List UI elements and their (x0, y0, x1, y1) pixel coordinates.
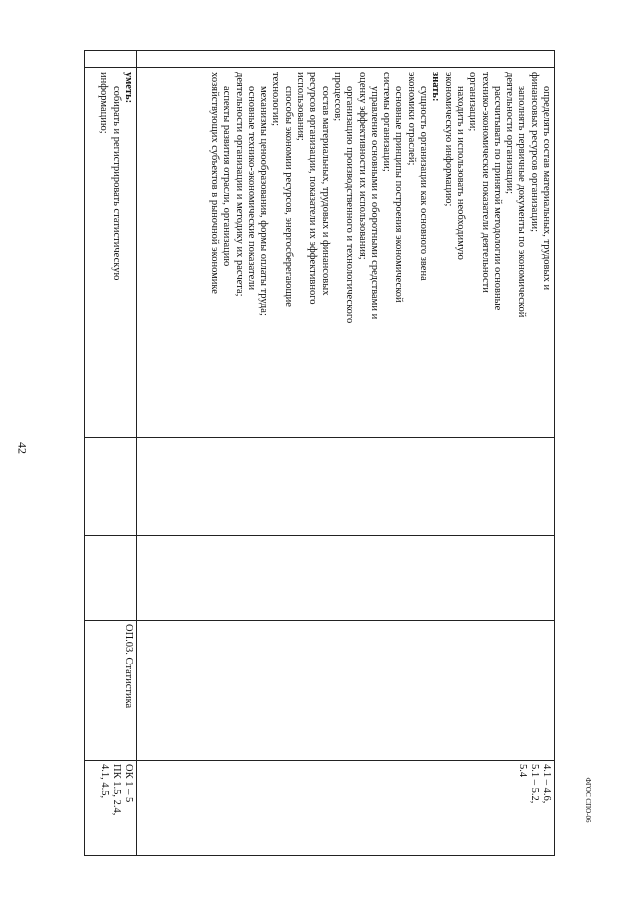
text-line: использования; (295, 72, 307, 141)
text-line: хозяйствующих субъектов в рыночной экономике (208, 72, 220, 294)
hours-max-cell (137, 438, 555, 536)
text-line: сущность организации как основного звена (418, 86, 430, 281)
text-line: уметь: (123, 72, 134, 104)
text-line: ресурсов организации, показатели их эффективного (307, 72, 319, 305)
text-line: аспекты развития отрасли, организацию (221, 86, 233, 267)
hours-class-cell (137, 536, 555, 621)
text-line: информацию; (98, 72, 110, 134)
competency-code: ПК 1.5, 2.4, (111, 764, 122, 816)
competency-code: 4.1 – 4.6, (541, 764, 552, 804)
text-line: деятельности организации; (504, 72, 516, 195)
text-line: оценку эффективности их использования; (356, 72, 368, 260)
requirements-text (206, 68, 554, 437)
requirements-cell (85, 68, 137, 438)
index-cell (85, 51, 137, 68)
text-line: состав материальных, трудовых и финансовых (319, 86, 331, 296)
competency-code: ОК 1 – 5 (123, 764, 134, 803)
text-line: рассчитывать по принятой методологии основные (491, 86, 503, 311)
discipline-cell (137, 621, 555, 761)
requirements-cell (137, 68, 555, 438)
competency-code: 4.1, 4.5, (99, 764, 110, 799)
text-line: процессов; (331, 72, 343, 122)
text-line: определять состав материальных, трудовых и (541, 86, 552, 291)
hours-class-cell (85, 536, 137, 621)
footer-standard-code: ФГОС СПО-06 (584, 777, 592, 823)
text-line: способы экономии ресурсов, энергосберегающие (282, 86, 294, 307)
text-line: организации; (467, 72, 479, 132)
text-line: заполнять первичные документы по экономической (516, 86, 528, 318)
requirements-text (95, 68, 136, 437)
discipline-name: ОП.03. Статистика (123, 624, 134, 709)
table-row (137, 51, 555, 856)
text-line: экономическую информацию; (442, 72, 454, 207)
competency-code: 5.1 – 5.2, (529, 764, 540, 804)
text-line: собирать и регистрировать статистическую (110, 86, 122, 281)
text-line: управление основными и оборотными средствами и (368, 86, 380, 320)
competencies-list (96, 761, 136, 855)
curriculum-table (84, 50, 555, 856)
text-line: основные принципы построения экономической (393, 86, 405, 303)
text-line: механизмы ценообразования, формы оплаты труда; (258, 86, 270, 316)
text-line: основные технико-экономические показатели (245, 86, 257, 291)
text-line: деятельности организации и методику их расчета; (233, 72, 245, 297)
text-line: системы организации; (381, 72, 393, 172)
text-line: технологии; (270, 72, 282, 127)
page-number: 42 (15, 442, 30, 454)
hours-max-cell (85, 438, 137, 536)
text-line: экономики отраслей; (405, 72, 417, 166)
index-cell (137, 51, 555, 68)
text-line: знать: (430, 72, 442, 102)
table-row (85, 51, 137, 856)
text-line: финансовых ресурсов организации; (528, 72, 540, 233)
competency-code: 5.4 (517, 764, 528, 778)
competencies-cell (137, 761, 555, 856)
text-line: находить и использовать необходимую (454, 86, 466, 260)
curriculum-table-wrapper (85, 50, 555, 855)
text-line: организацию производственного и технологического (344, 86, 356, 324)
text-line: технико-экономические показатели деятельности (479, 72, 491, 293)
competencies-cell (85, 761, 137, 856)
discipline-cell (85, 621, 137, 761)
competencies-list (514, 761, 554, 855)
